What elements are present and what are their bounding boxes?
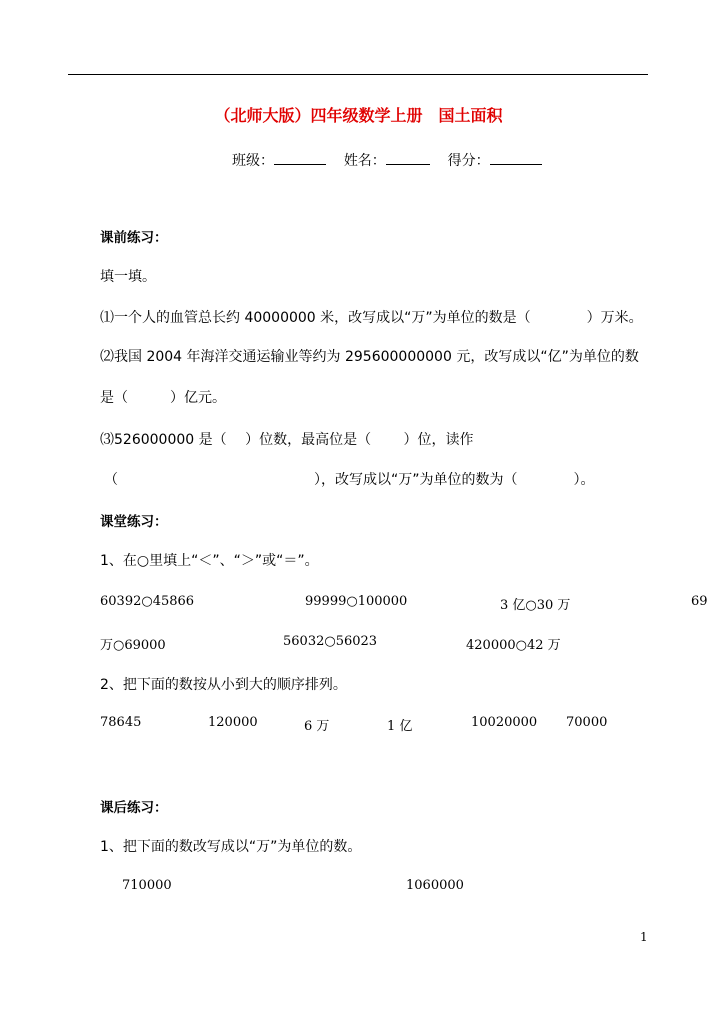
sort-number: 1 亿 xyxy=(387,719,413,734)
pre-class-question-2-line-1: ⑵我国 2004 年海洋交通运输业等约为 295600000000 元，改写成以“亿”为单位的数 xyxy=(100,349,639,365)
after-class-heading: 课后练习： xyxy=(100,800,168,816)
sort-number: 6 万 xyxy=(304,719,330,734)
pre-class-heading: 课前练习： xyxy=(100,230,168,246)
sort-number: 70000 xyxy=(566,715,608,730)
pre-class-question-3-line-1: ⑶526000000 是（ ）位数，最高位是（ ）位，读作 xyxy=(100,432,474,448)
score-blank[interactable] xyxy=(490,152,542,165)
in-class-question-1-title: 1、在○里填上“＜”、“＞”或“＝”。 xyxy=(100,553,319,569)
class-label: 班级： xyxy=(232,153,274,169)
compare-item: 99999○100000 xyxy=(305,594,408,609)
header-rule xyxy=(68,74,648,75)
in-class-heading: 课堂练习： xyxy=(100,514,168,530)
score-label: 得分： xyxy=(447,153,490,169)
compare-item: 3 亿○30 万 xyxy=(500,598,571,613)
pre-class-question-3-line-2: （ ），改写成以“万”为单位的数为（ ）。 xyxy=(104,472,595,488)
convert-number: 710000 xyxy=(122,878,172,893)
after-class-question-1-title: 1、把下面的数改写成以“万”为单位的数。 xyxy=(100,839,362,855)
compare-item: 420000○42 万 xyxy=(466,638,561,653)
page-title: （北师大版）四年级数学上册 国土面积 xyxy=(214,106,503,125)
page-number: 1 xyxy=(640,930,648,944)
pre-class-instruction: 填一填。 xyxy=(100,269,156,285)
convert-number: 1060000 xyxy=(406,878,464,893)
compare-item: 56032○56023 xyxy=(283,634,378,649)
sort-number: 120000 xyxy=(208,715,258,730)
name-blank[interactable] xyxy=(386,152,430,165)
compare-item: 60392○45866 xyxy=(100,594,195,609)
class-blank[interactable] xyxy=(274,152,326,165)
pre-class-question-1: ⑴一个人的血管总长约 40000000 米，改写成以“万”为单位的数是（ ）万米。 xyxy=(100,310,643,326)
pre-class-question-2-line-2: 是（ ）亿元。 xyxy=(100,390,226,406)
name-label: 姓名： xyxy=(343,153,386,169)
student-info-line xyxy=(232,150,542,170)
sort-number: 78645 xyxy=(100,715,142,730)
sort-number: 10020000 xyxy=(471,715,538,730)
compare-item: 69 xyxy=(691,594,708,609)
in-class-question-2-title: 2、把下面的数按从小到大的顺序排列。 xyxy=(100,677,347,693)
compare-item: 万○69000 xyxy=(100,638,166,653)
